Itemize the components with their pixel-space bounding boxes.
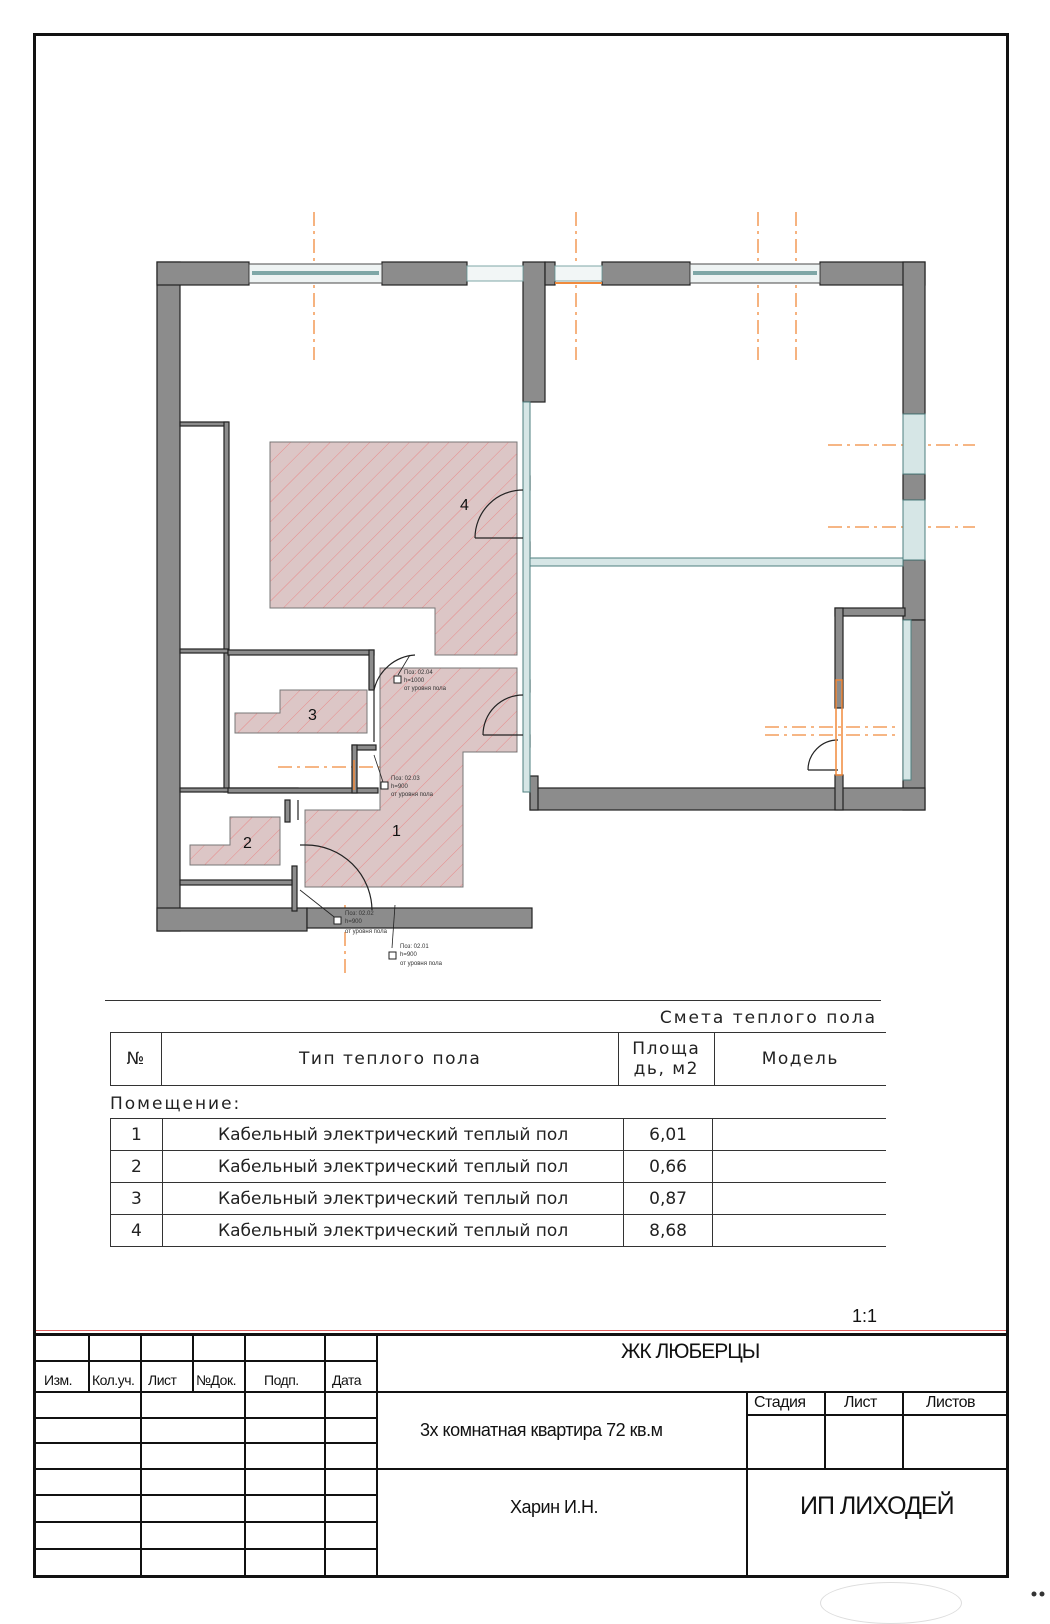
header-kol-uch: Кол.уч. bbox=[92, 1372, 135, 1388]
heated-floor-schedule bbox=[105, 1000, 881, 1246]
schedule-header bbox=[110, 1032, 886, 1086]
schedule-top-border bbox=[105, 1000, 881, 1001]
stage-header: Стадия bbox=[754, 1394, 806, 1411]
header-date: Дата bbox=[332, 1372, 362, 1388]
tag-height: h=900 bbox=[345, 919, 362, 925]
row-model bbox=[712, 1215, 886, 1247]
row-area: 6,01 bbox=[624, 1119, 713, 1151]
more-options-icon[interactable] bbox=[1030, 1588, 1050, 1600]
header-signature: Подп. bbox=[264, 1372, 299, 1388]
drawing-scale: 1:1 bbox=[852, 1306, 878, 1326]
col-area-header: Площа дь, м2 bbox=[618, 1033, 714, 1086]
row-area: 0,66 bbox=[624, 1151, 713, 1183]
sheet-header: Лист bbox=[844, 1394, 877, 1411]
table-row bbox=[111, 1151, 887, 1183]
table-row bbox=[111, 1215, 887, 1247]
tag-pos: Поз: 02.04 bbox=[404, 670, 433, 676]
row-type: Кабельный электрический теплый пол bbox=[162, 1119, 623, 1151]
row-model bbox=[712, 1151, 886, 1183]
sheets-total-header: Листов bbox=[926, 1394, 975, 1411]
col-number-header: № bbox=[111, 1033, 162, 1086]
row-area: 0,87 bbox=[624, 1183, 713, 1215]
table-row bbox=[111, 1183, 887, 1215]
row-number: 4 bbox=[111, 1215, 163, 1247]
row-type: Кабельный электрический теплый пол bbox=[162, 1215, 623, 1247]
project-name: ЖК ЛЮБЕРЦЫ bbox=[621, 1340, 760, 1363]
company-name: ИП ЛИХОДЕЙ bbox=[800, 1492, 954, 1520]
tag-pos: Поз: 02.02 bbox=[345, 911, 374, 917]
col-model-header: Модель bbox=[714, 1033, 886, 1086]
row-number: 2 bbox=[111, 1151, 163, 1183]
room-number-1: 1 bbox=[392, 823, 401, 840]
tag-pos: Поз: 02.03 bbox=[391, 776, 420, 782]
page-indicator[interactable] bbox=[820, 1582, 962, 1624]
tag-height: h=900 bbox=[391, 784, 408, 790]
room-number-2: 2 bbox=[243, 835, 252, 852]
header-list: Лист bbox=[148, 1372, 177, 1388]
row-number: 1 bbox=[111, 1119, 163, 1151]
row-type: Кабельный электрический теплый пол bbox=[162, 1151, 623, 1183]
heated-zone-2 bbox=[190, 817, 280, 865]
col-type-header: Тип теплого пола bbox=[162, 1033, 619, 1086]
heated-zone-4 bbox=[270, 442, 517, 655]
row-number: 3 bbox=[111, 1183, 163, 1215]
schedule-title: Смета теплого пола bbox=[659, 1008, 877, 1028]
schedule-rows bbox=[110, 1118, 886, 1247]
row-area: 8,68 bbox=[624, 1215, 713, 1247]
row-model bbox=[712, 1183, 886, 1215]
row-type: Кабельный электрический теплый пол bbox=[162, 1183, 623, 1215]
tag-ref: от уровня пола bbox=[404, 686, 446, 692]
room-number-4: 4 bbox=[460, 497, 469, 514]
tag-ref: от уровня пола bbox=[391, 792, 433, 798]
schedule-group-label: Помещение: bbox=[110, 1094, 242, 1114]
project-description: 3х комнатная квартира 72 кв.м bbox=[420, 1420, 663, 1440]
tag-height: h=1000 bbox=[404, 678, 425, 684]
row-model bbox=[712, 1119, 886, 1151]
tag-pos: Поз: 02.01 bbox=[400, 944, 429, 950]
header-izm: Изм. bbox=[44, 1372, 72, 1388]
tag-ref: от уровня пола bbox=[345, 929, 387, 935]
glass-partitions bbox=[523, 402, 925, 792]
heated-zone-3 bbox=[235, 690, 367, 733]
header-doc-number: №Док. bbox=[196, 1372, 236, 1388]
tag-height: h=900 bbox=[400, 952, 417, 958]
author-name: Харин И.Н. bbox=[510, 1497, 598, 1517]
room-number-3: 3 bbox=[308, 707, 317, 724]
table-row bbox=[111, 1119, 887, 1151]
tag-ref: от уровня пола bbox=[400, 961, 442, 967]
sheet-red-line bbox=[36, 1330, 1006, 1331]
title-block bbox=[36, 1333, 1006, 1575]
